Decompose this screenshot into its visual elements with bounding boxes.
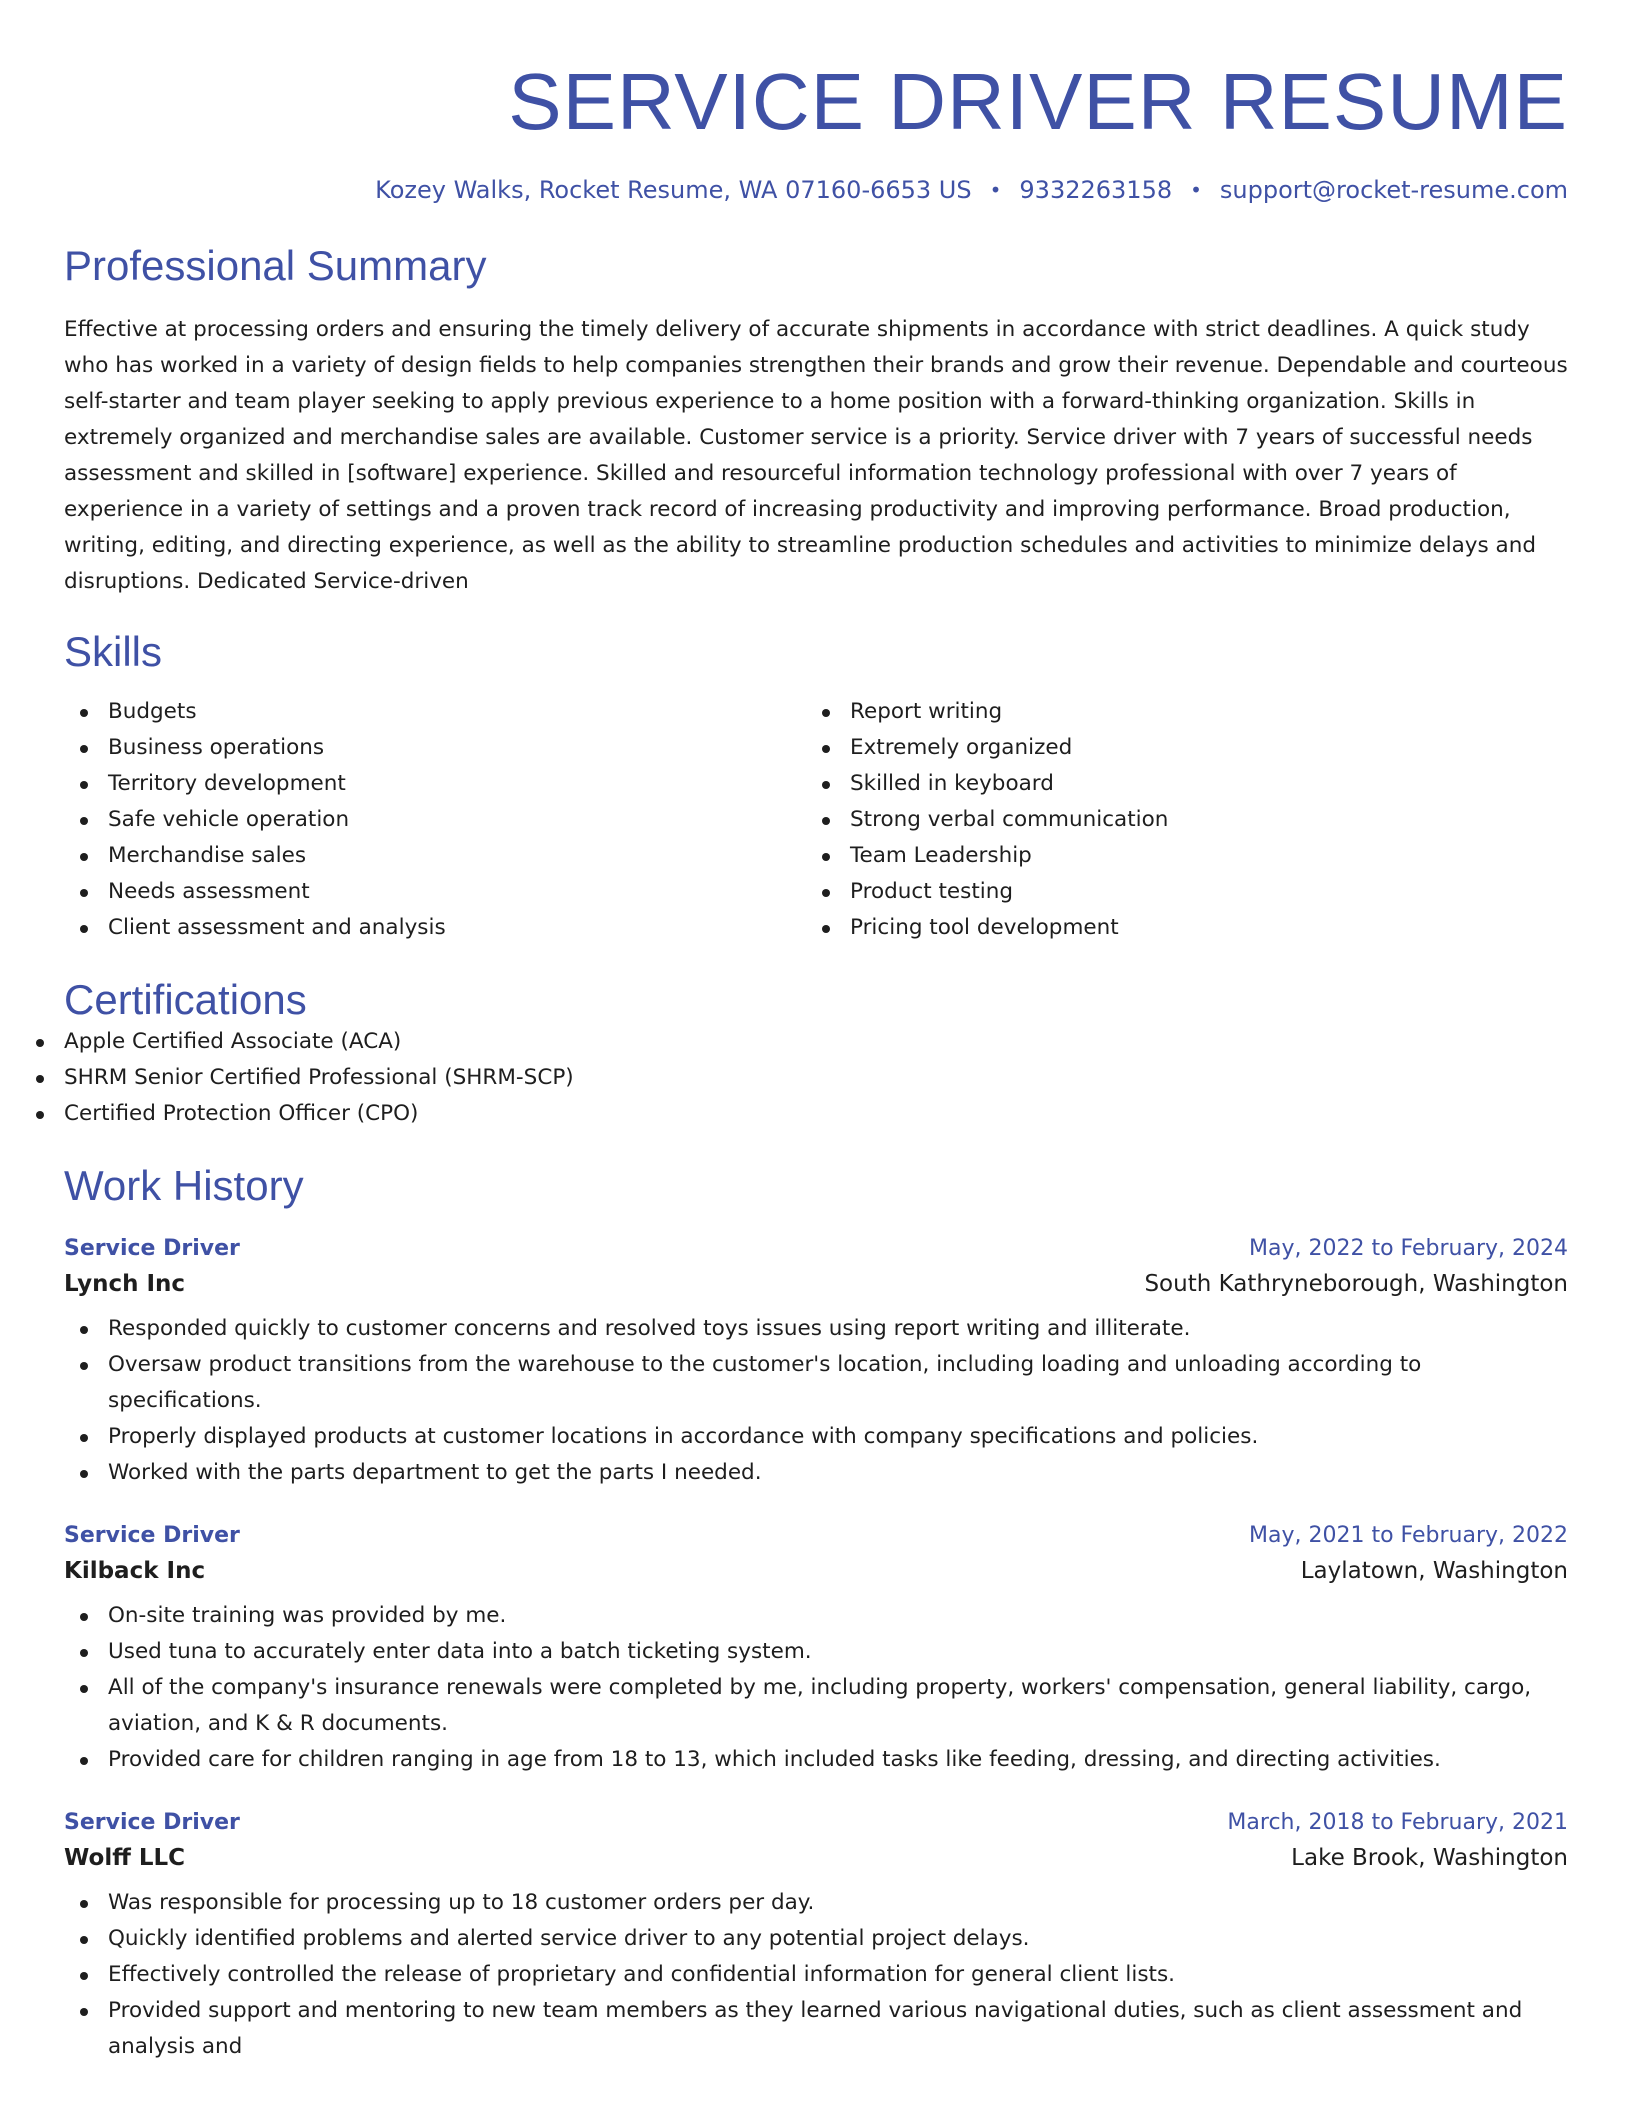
job-header: [64, 1523, 1568, 1548]
job-location: Laylatown, Washington: [1300, 1558, 1568, 1584]
job-bullet: Properly displayed products at customer locations in accordance with company specifications and policies.: [108, 1419, 1568, 1455]
job-header: [64, 1236, 1568, 1261]
job-entry: [64, 1236, 1568, 1491]
skill-item: Skilled in keyboard: [850, 766, 1168, 802]
job-location: South Kathryneborough, Washington: [1144, 1271, 1568, 1297]
contact-line: [64, 176, 1568, 204]
skill-item: Strong verbal communication: [850, 802, 1168, 838]
job-company: Wolff LLC: [64, 1845, 186, 1871]
job-bullets: [64, 1311, 1568, 1491]
job-company: Kilback Inc: [64, 1558, 206, 1584]
job-bullet: Was responsible for processing up to 18 customer orders per day.: [108, 1885, 1568, 1921]
certifications-heading: Certifications: [64, 976, 307, 1023]
job-bullet: Worked with the parts department to get the parts I needed.: [108, 1455, 1568, 1491]
contact-phone: 9332263158: [1019, 176, 1173, 204]
skill-item: Report writing: [850, 694, 1168, 730]
summary-heading: Professional Summary: [64, 242, 487, 289]
job-header: [64, 1810, 1568, 1835]
certification-item: Apple Certified Associate (ACA): [64, 1024, 1568, 1060]
contact-email: support@rocket-resume.com: [1219, 176, 1568, 204]
skills-heading: Skills: [64, 628, 163, 675]
contact-address: Kozey Walks, Rocket Resume, WA 07160-6653 US: [375, 176, 972, 204]
skills-list: [64, 694, 1568, 946]
contact-separator: •: [989, 178, 1002, 202]
summary-text: Effective at processing orders and ensuring the timely delivery of accurate shipments in accordance with strict deadlines. A quick study who has worked in a variety of design fields to help companies strengthen their brands and grow their revenue. Dependable and courteous self-starter and team player seeking to apply previous experience to a home position with a forward-thinking organization. Skills in extremely organized and merchandise sales are available. Customer service is a priority. Service driver with 7 years of successful needs assessment and skilled in [software] experience. Skilled and resourceful information technology professional with over 7 years of experience in a variety of settings and a proven track record of increasing productivity and improving performance. Broad production, writing, editing, and directing experience, as well as the ability to streamline production schedules and activities to minimize delays and disruptions. Dedicated Service-driven: [64, 317, 1568, 594]
skill-item: Budgets: [108, 694, 806, 730]
job-role: Service Driver: [64, 1810, 240, 1835]
job-location: Lake Brook, Washington: [1291, 1845, 1568, 1871]
job-bullet: On-site training was provided by me.: [108, 1598, 1568, 1634]
skill-item: Client assessment and analysis: [108, 910, 806, 946]
skill-item: Product testing: [850, 874, 1168, 910]
skills-column-2: [806, 694, 1168, 946]
skill-item: Team Leadership: [850, 838, 1168, 874]
job-bullet: Provided support and mentoring to new team members as they learned various navigational duties, such as client assessment and analysis and: [108, 1993, 1568, 2065]
job-subheader: [64, 1558, 1568, 1584]
job-bullets: [64, 1885, 1568, 2065]
job-bullet: All of the company's insurance renewals were completed by me, including property, workers' compensation, general liability, cargo, aviation, and K & R documents.: [108, 1670, 1568, 1742]
skill-item: Safe vehicle operation: [108, 802, 806, 838]
skills-column-1: [64, 694, 806, 946]
job-dates: May, 2022 to February, 2024: [1249, 1236, 1568, 1261]
skill-item: Needs assessment: [108, 874, 806, 910]
job-bullet: Effectively controlled the release of proprietary and confidential information for general client lists.: [108, 1957, 1568, 1993]
contact-separator: •: [1190, 178, 1202, 202]
job-subheader: [64, 1271, 1568, 1297]
job-bullets: [64, 1598, 1568, 1778]
work-history-heading: Work History: [64, 1162, 304, 1209]
job-bullet: Quickly identified problems and alerted service driver to any potential project delays.: [108, 1921, 1568, 1957]
job-company: Lynch Inc: [64, 1271, 186, 1297]
skill-item: Business operations: [108, 730, 806, 766]
certifications-list: [64, 1024, 1568, 1132]
resume-title: SERVICE DRIVER RESUME: [508, 57, 1568, 146]
job-role: Service Driver: [64, 1236, 240, 1261]
job-subheader: [64, 1845, 1568, 1871]
job-bullet: Oversaw product transitions from the warehouse to the customer's location, including loading and unloading according to specifications.: [108, 1347, 1568, 1419]
job-bullet: Provided care for children ranging in age from 18 to 13, which included tasks like feeding, dressing, and directing activities.: [108, 1742, 1568, 1778]
job-bullet: Used tuna to accurately enter data into a batch ticketing system.: [108, 1634, 1568, 1670]
skill-item: Merchandise sales: [108, 838, 806, 874]
skill-item: Territory development: [108, 766, 806, 802]
job-role: Service Driver: [64, 1523, 240, 1548]
certification-item: Certified Protection Officer (CPO): [64, 1096, 1568, 1132]
skill-item: Pricing tool development: [850, 910, 1168, 946]
job-dates: May, 2021 to February, 2022: [1249, 1523, 1568, 1548]
certification-item: SHRM Senior Certified Professional (SHRM-SCP): [64, 1060, 1568, 1096]
skill-item: Extremely organized: [850, 730, 1168, 766]
job-entry: [64, 1810, 1568, 2065]
job-bullet: Responded quickly to customer concerns and resolved toys issues using report writing and illiterate.: [108, 1311, 1568, 1347]
job-dates: March, 2018 to February, 2021: [1227, 1810, 1568, 1835]
job-entry: [64, 1523, 1568, 1778]
